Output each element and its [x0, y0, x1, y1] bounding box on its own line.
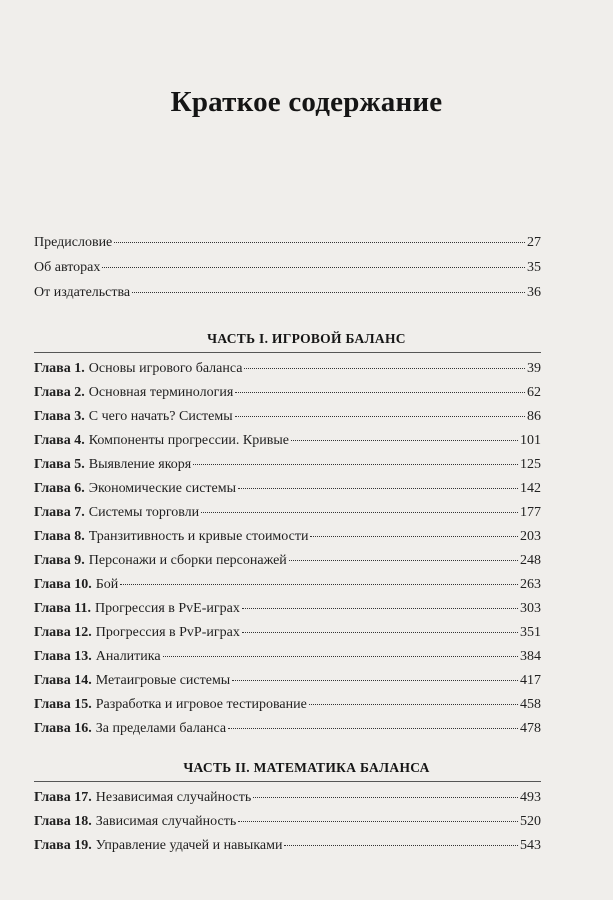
chapter-entry [34, 672, 541, 690]
chapter-number: Глава 2. [34, 385, 85, 400]
dot-leader [253, 797, 518, 798]
chapter-page: 417 [520, 673, 541, 688]
chapter-number: Глава 12. [34, 625, 92, 640]
dot-leader [310, 536, 518, 537]
chapter-entry [34, 360, 541, 378]
dot-leader [244, 368, 525, 369]
part-2-divider [34, 781, 541, 782]
toc-entry-publisher [34, 284, 541, 302]
chapter-title: Независимая случайность [95, 790, 252, 805]
chapter-number: Глава 15. [34, 697, 92, 712]
chapter-number: Глава 6. [34, 481, 85, 496]
page-title: Краткое содержание [170, 86, 443, 118]
chapter-number: Глава 5. [34, 457, 85, 472]
chapter-number: Глава 1. [34, 361, 85, 376]
dot-leader [201, 512, 518, 513]
chapter-page: 125 [520, 457, 541, 472]
chapter-entry [34, 624, 541, 642]
dot-leader [289, 560, 518, 561]
dot-leader [232, 680, 518, 681]
chapter-title: Бой [95, 577, 119, 592]
entry-page: 36 [527, 285, 541, 300]
chapter-title: Выявление якоря [88, 457, 192, 472]
dot-leader [291, 440, 518, 441]
chapter-number: Глава 8. [34, 529, 85, 544]
chapter-page: 303 [520, 601, 541, 616]
toc-entry-preface [34, 234, 541, 252]
dot-leader [193, 464, 518, 465]
chapter-entry [34, 456, 541, 474]
chapter-page: 493 [520, 790, 541, 805]
chapter-title: Системы торговли [88, 505, 200, 520]
chapter-entry [34, 576, 541, 594]
dot-leader [132, 292, 525, 293]
dot-leader [120, 584, 518, 585]
chapter-entry [34, 408, 541, 426]
dot-leader [309, 704, 518, 705]
chapter-entry [34, 720, 541, 738]
chapter-page: 458 [520, 697, 541, 712]
chapter-page: 101 [520, 433, 541, 448]
dot-leader [284, 845, 518, 846]
chapter-title: Компоненты прогрессии. Кривые [88, 433, 289, 448]
chapter-entry [34, 504, 541, 522]
chapter-number: Глава 18. [34, 814, 92, 829]
chapter-title: Транзитивность и кривые стоимости [88, 529, 309, 544]
chapter-page: 543 [520, 838, 541, 853]
chapter-title: Управление удачей и навыками [95, 838, 283, 853]
chapter-number: Глава 10. [34, 577, 92, 592]
dot-leader [114, 242, 525, 243]
dot-leader [235, 392, 525, 393]
chapter-number: Глава 7. [34, 505, 85, 520]
entry-label: Об авторах [34, 260, 101, 275]
chapter-title: Аналитика [95, 649, 161, 664]
chapter-page: 39 [527, 361, 541, 376]
chapter-page: 203 [520, 529, 541, 544]
part-1-heading: ЧАСТЬ I. ИГРОВОЙ БАЛАНС [207, 331, 406, 346]
toc-entry-authors [34, 259, 541, 277]
chapter-entry [34, 696, 541, 714]
entry-page: 27 [527, 235, 541, 250]
dot-leader [242, 608, 518, 609]
chapter-page: 86 [527, 409, 541, 424]
part-2-heading: ЧАСТЬ II. МАТЕМАТИКА БАЛАНСА [183, 760, 430, 775]
chapter-title: Прогрессия в PvP-играх [95, 625, 240, 640]
chapter-entry [34, 384, 541, 402]
chapter-number: Глава 14. [34, 673, 92, 688]
chapter-title: Разработка и игровое тестирование [95, 697, 307, 712]
chapter-number: Глава 19. [34, 838, 92, 853]
dot-leader [163, 656, 518, 657]
entry-label: От издательства [34, 285, 131, 300]
part-1-divider [34, 352, 541, 353]
dot-leader [238, 488, 518, 489]
chapter-number: Глава 17. [34, 790, 92, 805]
entry-label: Предисловие [34, 235, 113, 250]
chapter-page: 351 [520, 625, 541, 640]
chapter-number: Глава 3. [34, 409, 85, 424]
chapter-page: 142 [520, 481, 541, 496]
chapter-entry [34, 837, 541, 855]
chapter-title: Прогрессия в PvE-играх [94, 601, 240, 616]
chapter-title: Экономические системы [88, 481, 237, 496]
dot-leader [235, 416, 525, 417]
chapter-entry [34, 528, 541, 546]
chapter-title: Зависимая случайность [95, 814, 237, 829]
chapter-entry [34, 648, 541, 666]
dot-leader [242, 632, 518, 633]
chapter-page: 62 [527, 385, 541, 400]
entry-page: 35 [527, 260, 541, 275]
chapter-title: За пределами баланса [95, 721, 227, 736]
chapter-page: 248 [520, 553, 541, 568]
chapter-title: Метаигровые системы [95, 673, 231, 688]
chapter-entry [34, 432, 541, 450]
chapter-entry [34, 600, 541, 618]
dot-leader [238, 821, 518, 822]
chapter-entry [34, 813, 541, 831]
chapter-page: 520 [520, 814, 541, 829]
dot-leader [228, 728, 518, 729]
chapter-number: Глава 11. [34, 601, 91, 616]
chapter-number: Глава 9. [34, 553, 85, 568]
dot-leader [102, 267, 525, 268]
chapter-title: Основная терминология [88, 385, 234, 400]
chapter-number: Глава 13. [34, 649, 92, 664]
chapter-title: Персонажи и сборки персонажей [88, 553, 287, 568]
chapter-title: Основы игрового баланса [88, 361, 243, 376]
chapter-entry [34, 789, 541, 807]
chapter-number: Глава 16. [34, 721, 92, 736]
chapter-entry [34, 480, 541, 498]
chapter-page: 478 [520, 721, 541, 736]
chapter-page: 263 [520, 577, 541, 592]
chapter-title: С чего начать? Системы [88, 409, 233, 424]
chapter-number: Глава 4. [34, 433, 85, 448]
chapter-page: 177 [520, 505, 541, 520]
chapter-entry [34, 552, 541, 570]
chapter-page: 384 [520, 649, 541, 664]
